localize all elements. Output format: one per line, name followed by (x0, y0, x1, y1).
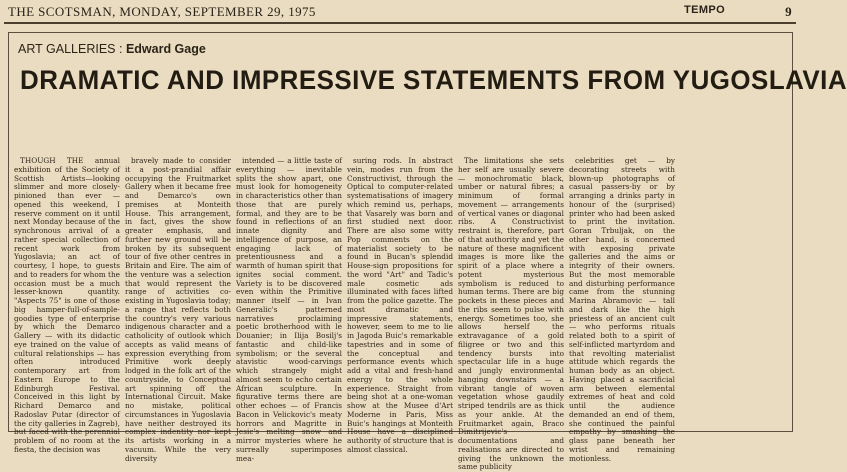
article-column (347, 156, 453, 454)
author-name: Edward Gage (125, 42, 206, 56)
masthead (8, 3, 792, 21)
byline (18, 42, 206, 56)
article-body (14, 156, 784, 472)
column-text: bravely made to consider it a post-prandial affair occupying the Fruitmarket Gallery when it became free and Demarco's own premises at Monteith House. This arrangement, in fact, gives the show greater emphasis, and further new ground will be broken by its subsequent tour of five other centres in Britain and Eire. The aim of the venture was a selection that would represent the range of activities co-existing in Yugoslavia today; a range that reflects both the country's very various indigenous character and a catholicity of outlook which accepts as valid means of expression everything from Primitive work deeply lodged in the folk art of the countryside, to Conceptual art spinning off the International Circuit. Make no mistake, political circumstances in Yugoslavia have neither destroyed its complex indentity nor kept its artists working in a vacuum. While the very diversity (125, 156, 231, 463)
column-text: intended — a little taste of everything — inevitable splits the show apart, one must look for homogeneity in characteristics other than those that are purely formal, and they are to be found in reflections of an innate dignity and intelligence of purpose, an engaging lack of pretentiousness and a warmth of human spirit that ignites social comment. Variety is to be discovered even within the Primitive manner itself — in Ivan Generalic's patterned narratives proclaiming poetic brotherhood with le Douanier; in Ilija Bosilj's fantastic and child-like symbolism; or the several atavistic wood-carvings which strangely might almost seem to echo certain African sculpture. In figurative terms there are other echoes — of Francis Bacon in Velickovic's meaty horrors and Magritte in Jesic's melting snow and mirror mysteries where he surreally superimposes mea- (236, 156, 342, 463)
column-text: suring rods. In abstract vein, modes run from the Constructivist, through the Optical to computer-related systematisations of imagery which remind us, perhaps, that Vasarely was born and first studied next door. There are also some witty Pop comments on the materialist society to be found in Bucan's splendid House-sign propositions for the word "Art" and Tadic's male cosmetic ads illuminated with faces lifted from the police gazette. The most dramatic and impressive statements, however, seem to me to lie in Jagoda Buic's remarkable tapestries and in some of the conceptual and performance events which add a vital and fresh-hand energy to the whole experience. Straight from being shot at a one-woman show at the Musee d'Art Moderne in Paris, Miss Buic's hangings at Monteith House have a disciplined authority of structure that is almost classical. (347, 156, 453, 454)
masthead-right (684, 4, 792, 20)
section-label: ART GALLERIES : (18, 42, 123, 56)
column-text: The limitations she sets her self are usually severe — monochromatic black, umber or natural fibres; a minimum of formal movement — arrangements of vertical vanes or diagonal ribs. A Constructivist restraint is, therefore, part of that authority and yet the nature of these magnificent images is more like the spirit of a place where a potent mysterious symbolism is reduced to human terms. There are big pockets in these pieces and the ribs seem to pulse with energy. Sometimes too, she allows herself the extravagance of a gold filigree or two and this tendency bursts into spectacular life in a huge and jungly environmental hanging downstairs — a vibrant tangle of woven vegetation whose gaudily striped tendrils are as thick as your ankle. At the Fruitmarket again, Braco Dimitrijevic's documentations and realisations are directed to giving the unknown the same publicity (458, 156, 564, 472)
masthead-date-line: THE SCOTSMAN, MONDAY, SEPTEMBER 29, 1975 (8, 4, 316, 19)
column-text: THOUGH THE annual exhibition of the Society of Scottish Artists—looking slimmer and more closely-pinioned than ever — opened this weekend, I reserve comment on it until next Monday because of the synchronous arrival of a rather special collection of recent work from Yugoslavia; an act of courtesy, I hope, to guests and to readers for whom the occasion must be a much lesser-known quantity. "Aspects 75" is one of those big hamper-full-of-sample-goodies type of enterprise by which the Demarco Gallery — with its didactic eye trained on the value of cultural relationships — has often introduced contemporary art from Eastern Europe to the Edinburgh Festival. Conceived in this light by Richard Demarco and Radoslav Putar (director of the city galleries in Zagreb), but faced with the perennial problem of no room at the fiesta, the decision was (14, 156, 120, 454)
article-column (458, 156, 564, 472)
article-column (125, 156, 231, 463)
headline: DRAMATIC AND IMPRESSIVE STATEMENTS FROM YUGOSLAVIA (20, 65, 847, 95)
page-number: 9 (785, 4, 792, 19)
masthead-rule (4, 22, 796, 24)
column-text: celebrities get — by decorating streets with blown-up photographs of casual passers-by or by arranging a drinks party in honour of the (surprised) printer who had been asked to print the invitation. Goran Trbuljak, on the other hand, is concerned with exposing private galleries and the aims or integrity of their owners. But the most memorable and disturbing performance came from the stunning Marina Abramovic — tall and dark like the high priestess of an ancient cult — who performs rituals related both to a spirit of self-inflicted martyrdom and that revolting materialist attitude which regards the human body as an object. Having placed a sacrificial arm between elemental extremes of heat and cold until the audience demanded an end of them, she continued the painful empathy by smashing the glass pane beneath her wrist and remaining motionless. (569, 156, 675, 463)
article-column (14, 156, 120, 454)
article-column (569, 156, 675, 463)
article-column (236, 156, 342, 463)
section-name: TEMPO (683, 4, 726, 16)
